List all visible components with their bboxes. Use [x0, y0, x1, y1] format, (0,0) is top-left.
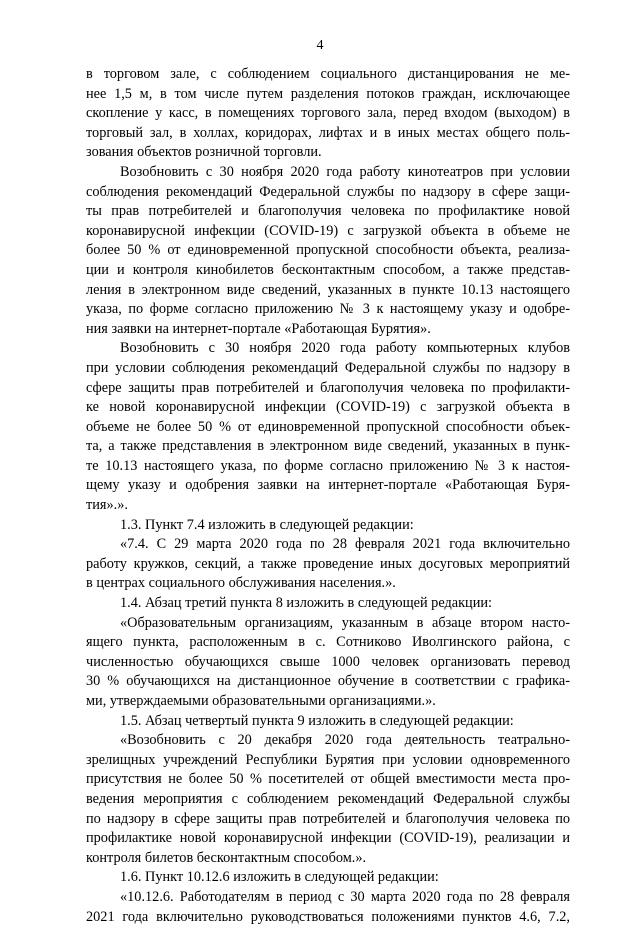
text-line: та, а также представления в электронном виде сведений, указанных в пунк-: [86, 438, 570, 455]
text-line: соблюдения рекомендаций Федеральной службы по надзору в сфере защи-: [86, 183, 570, 200]
text-line: ции и контроля кинобилетов бесконтактным способом, а также представ-: [86, 261, 570, 278]
text-line: указа, по форме согласно приложению № 3 к настоящему указу и одобре-: [86, 301, 570, 318]
text-line: торговый зал, в холлах, коридорах, лифтах и в иных местах общего поль-: [86, 124, 570, 141]
text-line: Возобновить с 30 ноября 2020 года работу кинотеатров при условии: [120, 163, 570, 180]
text-line: более 50 % от единовременной пропускной способности объекта, реализа-: [86, 242, 570, 259]
text-line: скопление у касс, в помещениях торгового зала, перед входом (выходом) в: [86, 105, 570, 122]
text-line: 1.3. Пункт 7.4 изложить в следующей редакции:: [120, 516, 414, 533]
text-line: коронавирусной инфекции (COVID-19) с загрузкой объекта в объеме не: [86, 222, 570, 239]
text-line: «Образовательным организациям, указанным в абзаце втором насто-: [120, 614, 570, 631]
text-line: в центрах социального обслуживания населения.».: [86, 575, 396, 592]
page-number: 4: [316, 38, 324, 53]
text-line: зрелищных учреждений Республики Бурятия при условии одновременного: [86, 751, 570, 768]
text-line: присутствия не более 50 % посетителей от общей вместимости места про-: [86, 771, 570, 788]
text-line: зования объектов розничной торговли.: [86, 144, 322, 161]
text-line: 1.4. Абзац третий пункта 8 изложить в следующей редакции:: [120, 595, 492, 612]
text-line: ния заявки на интернет-портале «Работающая Бурятия».: [86, 320, 431, 337]
text-line: в торговом зале, с соблюдением социального дистанцирования не ме-: [86, 66, 570, 82]
text-line: ведения мероприятия с соблюдением рекомендаций Федеральной службы: [86, 790, 570, 807]
text-line: ке новой коронавирусной инфекции (COVID-19) с загрузкой объекта в: [86, 399, 570, 416]
text-line: по надзору в сфере защиты прав потребителей и благополучия человека по: [86, 810, 570, 827]
text-line: «7.4. С 29 марта 2020 года по 28 февраля 2021 года включительно: [120, 536, 570, 553]
text-line: профилактике новой коронавирусной инфекции (COVID-19), реализации и: [86, 830, 570, 847]
text-line: 30 % обучающихся на дистанционное обучение в соответствии с графика-: [86, 673, 570, 690]
text-line: 1.5. Абзац четвертый пункта 9 изложить в следующей редакции:: [120, 712, 514, 729]
text-line: при условии соблюдения рекомендаций Федеральной службы по надзору в: [86, 359, 570, 376]
text-line: щему указу и одобрения заявки на интернет-портале «Работающая Буря-: [86, 477, 570, 494]
text-line: сфере защиты прав потребителей и благополучия человека по профилакти-: [86, 379, 570, 396]
text-line: Возобновить с 30 ноября 2020 года работу компьютерных клубов: [120, 340, 570, 357]
text-line: тия».».: [86, 497, 128, 514]
text-line: «Возобновить с 20 декабря 2020 года деятельность театрально-: [120, 732, 570, 749]
text-line: контроля билетов бесконтактным способом.».: [86, 849, 367, 866]
text-line: 2021 года включительно руководствоваться положениями пунктов 4.6, 7.2,: [86, 908, 570, 925]
text-line: те 10.13 настоящего указа, по форме согласно приложению № 3 к настоя-: [86, 457, 570, 474]
text-line: нее 1,5 м, в том числе путем разделения потоков граждан, исключающее: [86, 85, 570, 102]
text-line: ящего пункта, расположенным в с. Сотниково Иволгинского района, с: [86, 634, 570, 651]
document-body: [86, 65, 570, 927]
text-line: объеме не более 50 % от единовременной пропускной способности объек-: [86, 418, 570, 435]
text-line: «10.12.6. Работодателям в период с 30 марта 2020 года по 28 февраля: [120, 888, 570, 905]
text-line: работу кружков, секций, а также проведение иных досуговых мероприятий: [86, 555, 570, 572]
text-line: численностью обучающихся свыше 1000 человек организовать перевод: [86, 653, 570, 670]
text-line: ления в электронном виде сведений, указанных в пункте 10.13 настоящего: [86, 281, 570, 298]
text-line: 1.6. Пункт 10.12.6 изложить в следующей редакции:: [120, 869, 439, 886]
text-line: ты прав потребителей и благополучия человека по профилактике новой: [86, 203, 570, 220]
text-line: ми, утверждаемыми образовательными организациями.».: [86, 693, 436, 709]
